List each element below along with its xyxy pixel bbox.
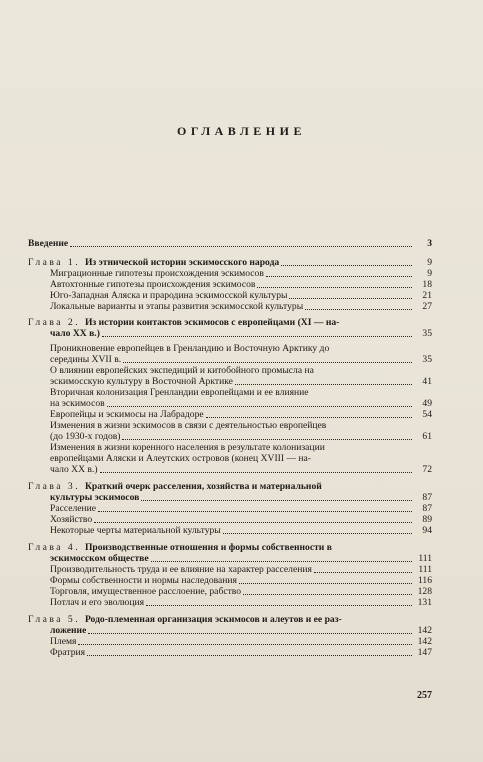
toc-entry[interactable]: О влиянии европейских экспедиций и китобойного промысла на xyxy=(50,365,314,376)
toc-page-number: 3 xyxy=(427,238,432,249)
toc-page-number: 35 xyxy=(422,328,432,339)
toc-page-number: 87 xyxy=(422,503,432,514)
leader-dots xyxy=(314,572,412,573)
toc-page-number: 131 xyxy=(417,597,432,608)
leader-dots xyxy=(239,583,412,584)
chapter-title: Краткий очерк расселения, хозяйства и материальной xyxy=(84,481,322,492)
leader-dots xyxy=(146,605,412,606)
chapter-label: Глава 3. xyxy=(28,481,81,492)
leader-dots xyxy=(102,336,412,337)
leader-dots xyxy=(141,500,412,501)
toc-page-number: 111 xyxy=(418,553,432,564)
toc-entry-label: (до 1930-х годов) xyxy=(50,431,121,442)
chapter-title: Родо-племенная организация эскимосов и алеутов и ее раз- xyxy=(84,614,342,625)
toc-entry[interactable] xyxy=(28,525,432,536)
leader-dots xyxy=(98,511,412,512)
toc-entry-label: Фратрия xyxy=(50,647,86,658)
toc-entry[interactable] xyxy=(28,586,432,597)
chapter-title-cont: культуры эскимосов xyxy=(50,492,140,503)
toc-page-number: 9 xyxy=(427,257,432,268)
toc-entry[interactable] xyxy=(28,575,432,586)
toc-entry-label: Потлач и его эволюция xyxy=(50,597,145,608)
toc-page-number: 147 xyxy=(417,647,432,658)
chapter-title: Из истории контактов эскимосов с европейцами (XI — на- xyxy=(84,317,340,328)
toc-entry[interactable] xyxy=(28,268,432,279)
chapter-title-cont: ложение xyxy=(50,625,87,636)
toc-entry[interactable]: Изменения в жизни коренного населения в результате колонизации xyxy=(50,442,325,453)
toc-page-number: 21 xyxy=(422,290,432,301)
chapter-title-cont: эскимосском обществе xyxy=(50,553,149,564)
toc-entry-cont[interactable] xyxy=(28,464,432,475)
toc-entry-label: Расселение xyxy=(50,503,97,514)
chapter-label: Глава 1. xyxy=(28,257,81,268)
toc-entry-label: Хозяйство xyxy=(50,514,93,525)
leader-dots xyxy=(305,309,412,310)
toc-entry-cont[interactable]: европейцами Аляски и Алеутских островов (конец XVIII — на- xyxy=(50,453,312,464)
toc-entry-label: Формы собственности и нормы наследования xyxy=(50,575,237,586)
leader-dots xyxy=(94,522,412,523)
toc-entry-cont[interactable] xyxy=(28,431,432,442)
leader-dots xyxy=(123,362,412,363)
toc-page-number: 89 xyxy=(422,514,432,525)
toc-chapter-2[interactable] xyxy=(28,317,432,328)
toc-entry[interactable] xyxy=(28,279,432,290)
toc-page-number: 18 xyxy=(422,279,432,290)
leader-dots xyxy=(206,417,412,418)
toc-entry-label: Юго-Западная Аляска и прародина эскимосской культуры xyxy=(50,290,288,301)
toc-entry-label: Торговля, имущественное расслоение, рабство xyxy=(50,586,242,597)
leader-dots xyxy=(281,265,412,266)
toc-entry[interactable] xyxy=(28,597,432,608)
toc-page-number: 49 xyxy=(422,398,432,409)
toc-page-number: 111 xyxy=(418,564,432,575)
toc-entry-label: Миграционные гипотезы происхождения эскимосов xyxy=(50,268,264,279)
toc-entry[interactable]: Проникновение европейцев в Гренландию и Восточную Арктику до xyxy=(50,343,330,354)
chapter-label: Глава 4. xyxy=(28,542,81,553)
toc-chapter-5-cont[interactable] xyxy=(28,625,432,636)
toc-entry[interactable] xyxy=(28,290,432,301)
leader-dots xyxy=(289,298,412,299)
page-title: ОГЛАВЛЕНИЕ xyxy=(177,124,306,138)
toc-page-number: 61 xyxy=(422,431,432,442)
toc-entry-label: Некоторые черты материальной культуры xyxy=(50,525,221,536)
chapter-title-cont: чало XX в.) xyxy=(50,328,100,339)
leader-dots xyxy=(100,472,412,473)
toc-entry[interactable] xyxy=(28,301,432,312)
leader-dots xyxy=(87,655,412,656)
toc-page-number: 128 xyxy=(417,586,432,597)
toc-entry-cont[interactable] xyxy=(28,398,432,409)
leader-dots xyxy=(223,533,412,534)
toc-entry-label: Производительность труда и ее влияние на характер расселения xyxy=(50,564,312,575)
toc-chapter-5[interactable] xyxy=(28,614,432,625)
toc-entry[interactable]: Изменения в жизни эскимосов в связи с деятельностью европейцев xyxy=(50,420,327,431)
leader-dots xyxy=(257,287,412,288)
toc-chapter-4-cont[interactable] xyxy=(28,553,432,564)
toc-entry-label: Автохтонные гипотезы происхождения эскимосов xyxy=(50,279,256,290)
leader-dots xyxy=(70,246,412,247)
toc-entry-label: Введение xyxy=(28,238,69,249)
toc-entry-label: Европейцы и эскимосы на Лабрадоре xyxy=(50,409,204,420)
toc-entry-label: Племя xyxy=(50,636,77,647)
chapter-title: Из этнической истории эскимосского народа xyxy=(84,257,280,268)
toc-page-number: 142 xyxy=(417,625,432,636)
toc-page-number: 94 xyxy=(422,525,432,536)
page-number: 257 xyxy=(417,690,432,701)
toc-entry-intro[interactable] xyxy=(28,238,432,249)
leader-dots xyxy=(235,384,412,385)
leader-dots xyxy=(243,594,412,595)
toc-page-number: 54 xyxy=(422,409,432,420)
toc-page-number: 72 xyxy=(422,464,432,475)
leader-dots xyxy=(151,561,412,562)
chapter-label: Глава 5. xyxy=(28,614,81,625)
toc-chapter-4[interactable] xyxy=(28,542,432,553)
toc-entry[interactable] xyxy=(28,564,432,575)
leader-dots xyxy=(78,644,412,645)
toc-page-number: 116 xyxy=(417,575,432,586)
toc-page-number: 27 xyxy=(422,301,432,312)
leader-dots xyxy=(122,439,412,440)
toc-entry[interactable] xyxy=(28,514,432,525)
leader-dots xyxy=(88,633,412,634)
toc-entry[interactable] xyxy=(28,409,432,420)
toc-entry[interactable]: Вторичная колонизация Гренландии европейцами и ее влияние xyxy=(50,387,309,398)
toc-entry-label: Локальные варианты и этапы развития эскимосской культуры xyxy=(50,301,304,312)
toc-page-number: 87 xyxy=(422,492,432,503)
leader-dots xyxy=(107,406,412,407)
chapter-title: Производственные отношения и формы собственности в xyxy=(84,542,332,553)
leader-dots xyxy=(266,276,412,277)
toc-entry-cont[interactable] xyxy=(28,376,432,387)
table-of-contents xyxy=(28,238,432,658)
toc-chapter-3[interactable] xyxy=(28,481,432,492)
toc-entry-cont[interactable] xyxy=(28,354,432,365)
toc-entry[interactable] xyxy=(28,647,432,658)
toc-page-number: 142 xyxy=(417,636,432,647)
toc-entry[interactable] xyxy=(28,636,432,647)
toc-chapter-3-cont[interactable] xyxy=(28,492,432,503)
toc-chapter-2-cont[interactable] xyxy=(28,328,432,339)
toc-entry[interactable] xyxy=(28,503,432,514)
toc-entry-label: эскимосскую культуру в Восточной Арктике xyxy=(50,376,233,387)
toc-entry-label: чало XX в.) xyxy=(50,464,98,475)
toc-entry-label: на эскимосов xyxy=(50,398,105,409)
toc-chapter-1[interactable] xyxy=(28,257,432,268)
toc-entry-label: середины XVII в. xyxy=(50,354,122,365)
toc-page-number: 9 xyxy=(427,268,432,279)
toc-page-number: 35 xyxy=(422,354,432,365)
toc-page-number: 41 xyxy=(422,376,432,387)
chapter-label: Глава 2. xyxy=(28,317,81,328)
